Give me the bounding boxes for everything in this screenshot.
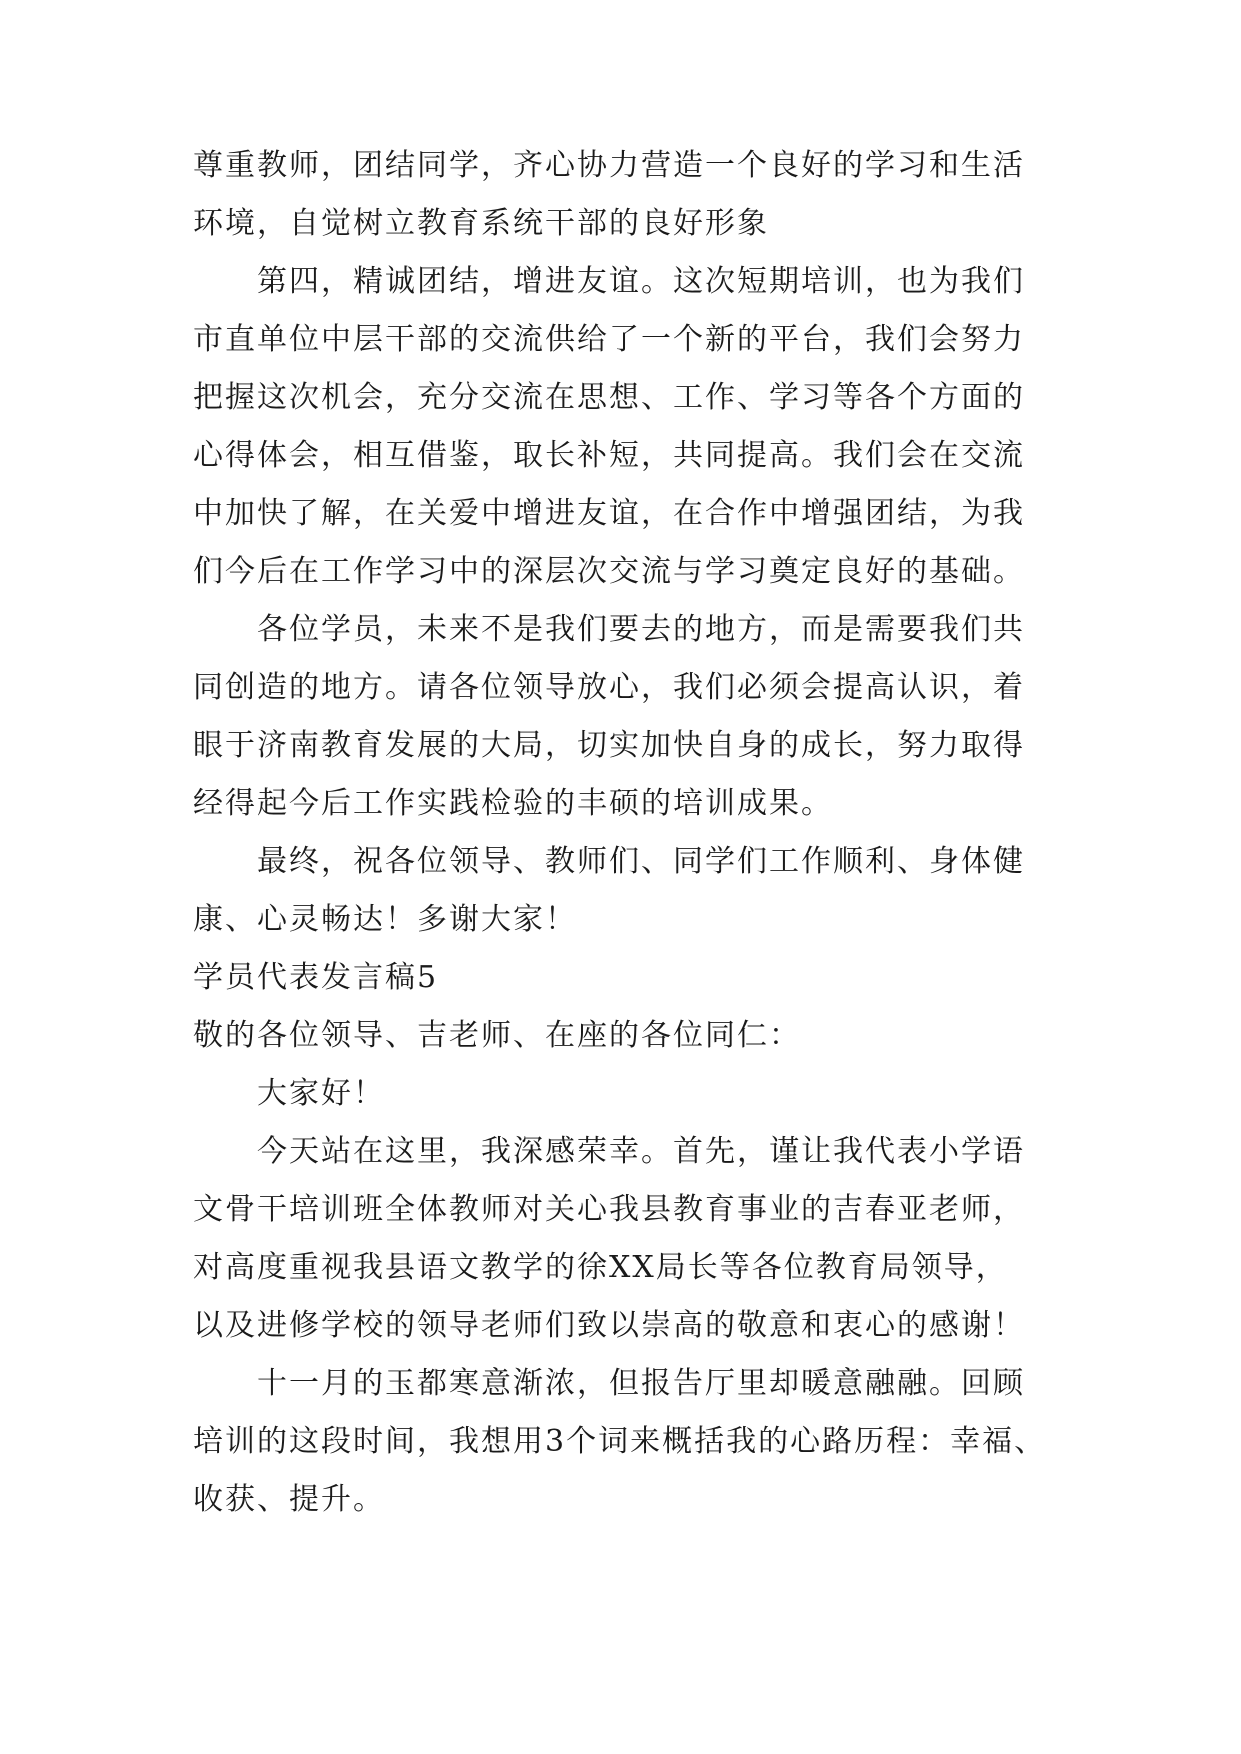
text-line: 环境，自觉树立教育系统干部的良好形象	[193, 206, 769, 241]
paragraph-start-line: 各位学员，未来不是我们要去的地方，而是需要我们共	[257, 612, 1025, 647]
text-line: 同创造的地方。请各位领导放心，我们必须会提高认识，着	[193, 670, 1025, 705]
text-line: 文骨干培训班全体教师对关心我县教育事业的吉春亚老师，	[193, 1192, 1025, 1227]
text-line: 眼于济南教育发展的大局，切实加快自身的成长，努力取得	[193, 728, 1025, 763]
text-line: 以及进修学校的领导老师们致以崇高的敬意和衷心的感谢！	[193, 1308, 1025, 1343]
salutation-line: 敬的各位领导、吉老师、在座的各位同仁：	[193, 1018, 801, 1053]
text-line: 对高度重视我县语文教学的徐XX局长等各位教育局领导，	[193, 1250, 1008, 1285]
text-line: 经得起今后工作实践检验的丰硕的培训成果。	[193, 786, 833, 821]
text-line: 把握这次机会，充分交流在思想、工作、学习等各个方面的	[193, 380, 1025, 415]
text-line: 康、心灵畅达！多谢大家！	[193, 902, 577, 937]
text-line: 市直单位中层干部的交流供给了一个新的平台，我们会努力	[193, 322, 1025, 357]
paragraph-start-line: 今天站在这里，我深感荣幸。首先，谨让我代表小学语	[257, 1134, 1025, 1169]
paragraph-start-line: 第四，精诚团结，增进友谊。这次短期培训，也为我们	[257, 264, 1025, 299]
section-heading: 学员代表发言稿5	[193, 960, 439, 995]
text-line: 心得体会，相互借鉴，取长补短，共同提高。我们会在交流	[193, 438, 1025, 473]
greeting-line: 大家好！	[257, 1076, 385, 1111]
text-line: 们今后在工作学习中的深层次交流与学习奠定良好的基础。	[193, 554, 1025, 589]
paragraph-start-line: 十一月的玉都寒意渐浓，但报告厅里却暖意融融。回顾	[257, 1366, 1025, 1401]
text-line: 收获、提升。	[193, 1482, 385, 1517]
paragraph-start-line: 最终，祝各位领导、教师们、同学们工作顺利、身体健	[257, 844, 1025, 879]
text-line: 培训的这段时间，我想用3个词来概括我的心路历程：幸福、	[193, 1424, 1047, 1459]
text-line: 中加快了解，在关爱中增进友谊，在合作中增强团结，为我	[193, 496, 1025, 531]
text-line: 尊重教师，团结同学，齐心协力营造一个良好的学习和生活	[193, 148, 1025, 183]
